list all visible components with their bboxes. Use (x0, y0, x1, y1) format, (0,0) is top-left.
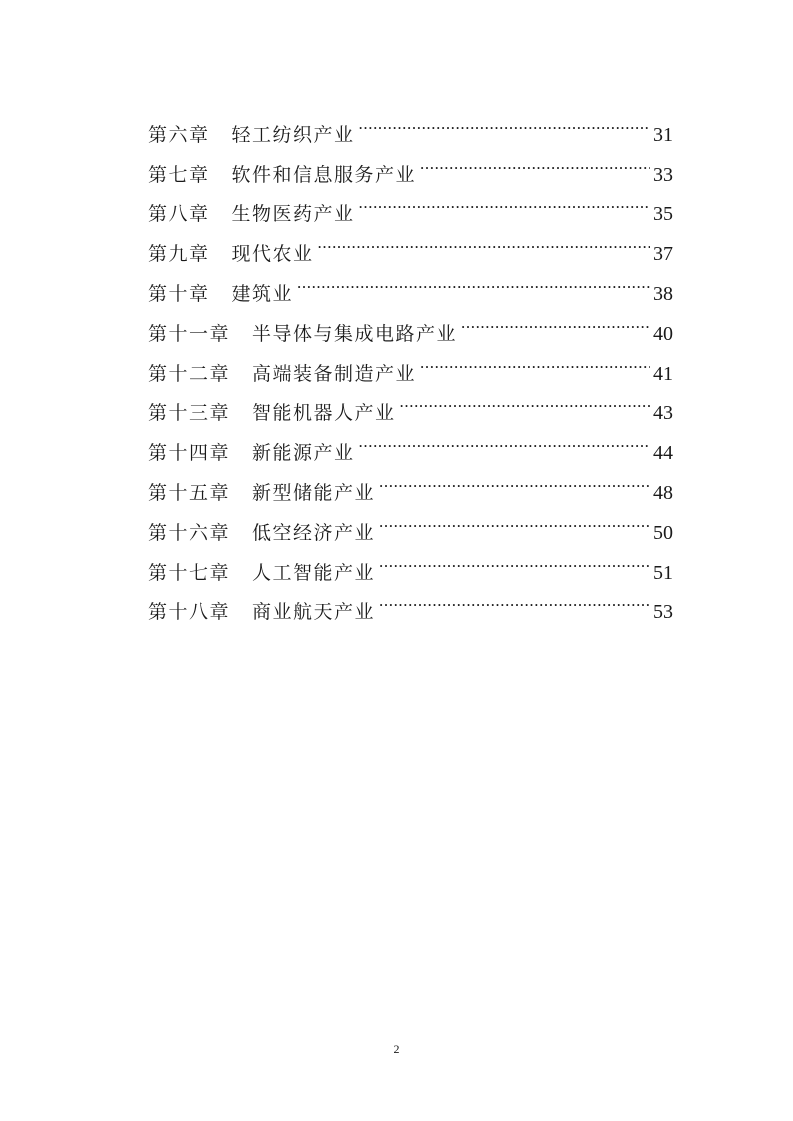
toc-page-number: 50 (653, 521, 673, 544)
toc-dot-leader (359, 181, 650, 221)
toc-chapter-number: 第十四章 (148, 442, 231, 465)
toc-dot-leader (379, 539, 650, 579)
toc-chapter-number: 第十三章 (148, 402, 231, 425)
toc-chapter-number: 第十七章 (148, 561, 231, 584)
toc-chapter-title: 高端装备制造产业 (252, 362, 417, 385)
toc-dot-leader (420, 340, 650, 380)
toc-dot-leader (400, 380, 650, 420)
toc-page-number: 44 (653, 442, 673, 465)
toc-chapter-title: 新能源产业 (252, 442, 355, 465)
toc-chapter-number: 第十五章 (148, 481, 231, 504)
toc-page-number: 40 (653, 322, 673, 345)
toc-dot-leader (379, 579, 650, 619)
toc-dot-leader (379, 459, 650, 499)
toc-chapter-title: 轻工纺织产业 (231, 123, 355, 146)
toc-page-number: 43 (653, 402, 673, 425)
toc-page-number: 38 (653, 282, 673, 305)
toc-entry[interactable] (148, 260, 673, 305)
toc-dot-leader (379, 499, 650, 539)
toc-entry[interactable] (148, 220, 673, 266)
toc-page-number: 33 (653, 163, 673, 186)
toc-dot-leader (420, 141, 650, 181)
toc-page-number: 51 (653, 561, 673, 584)
toc-dot-leader (318, 220, 650, 260)
toc-page-number: 31 (653, 123, 673, 146)
toc-chapter-title: 新型储能产业 (252, 481, 376, 504)
toc-chapter-number: 第十二章 (148, 362, 231, 385)
toc-entry[interactable] (148, 101, 673, 146)
toc-chapter-title: 现代农业 (231, 243, 314, 266)
toc-chapter-number: 第七章 (148, 163, 210, 186)
toc-chapter-title: 低空经济产业 (252, 521, 376, 544)
toc-dot-leader (461, 300, 650, 340)
toc-chapter-title: 半导体与集成电路产业 (252, 322, 458, 345)
table-of-contents (148, 101, 673, 624)
toc-chapter-number: 第九章 (148, 243, 210, 266)
page-number-footer: 2 (393, 1042, 400, 1056)
toc-chapter-title: 建筑业 (231, 282, 294, 305)
toc-chapter-title: 人工智能产业 (252, 561, 376, 584)
toc-dot-leader (359, 101, 650, 141)
toc-entry[interactable] (148, 300, 673, 345)
toc-chapter-title: 生物医药产业 (231, 203, 355, 226)
toc-chapter-number: 第十八章 (148, 601, 231, 624)
toc-dot-leader (297, 260, 650, 300)
toc-chapter-number: 第十六章 (148, 521, 231, 544)
toc-page-number: 53 (653, 601, 673, 624)
toc-chapter-number: 第十章 (148, 282, 210, 305)
toc-chapter-title: 软件和信息服务产业 (231, 163, 417, 186)
toc-chapter-number: 第八章 (148, 203, 210, 226)
toc-entry[interactable] (148, 141, 673, 186)
toc-chapter-title: 智能机器人产业 (252, 402, 396, 425)
toc-dot-leader (359, 419, 650, 459)
toc-page-number: 48 (653, 481, 673, 504)
toc-page-number: 41 (653, 362, 673, 385)
toc-entry[interactable] (148, 181, 673, 226)
toc-page-number: 35 (653, 203, 673, 226)
toc-page-number: 37 (653, 243, 673, 266)
toc-chapter-number: 第六章 (148, 123, 210, 146)
toc-chapter-title: 商业航天产业 (252, 601, 376, 624)
toc-chapter-number: 第十一章 (148, 322, 231, 345)
